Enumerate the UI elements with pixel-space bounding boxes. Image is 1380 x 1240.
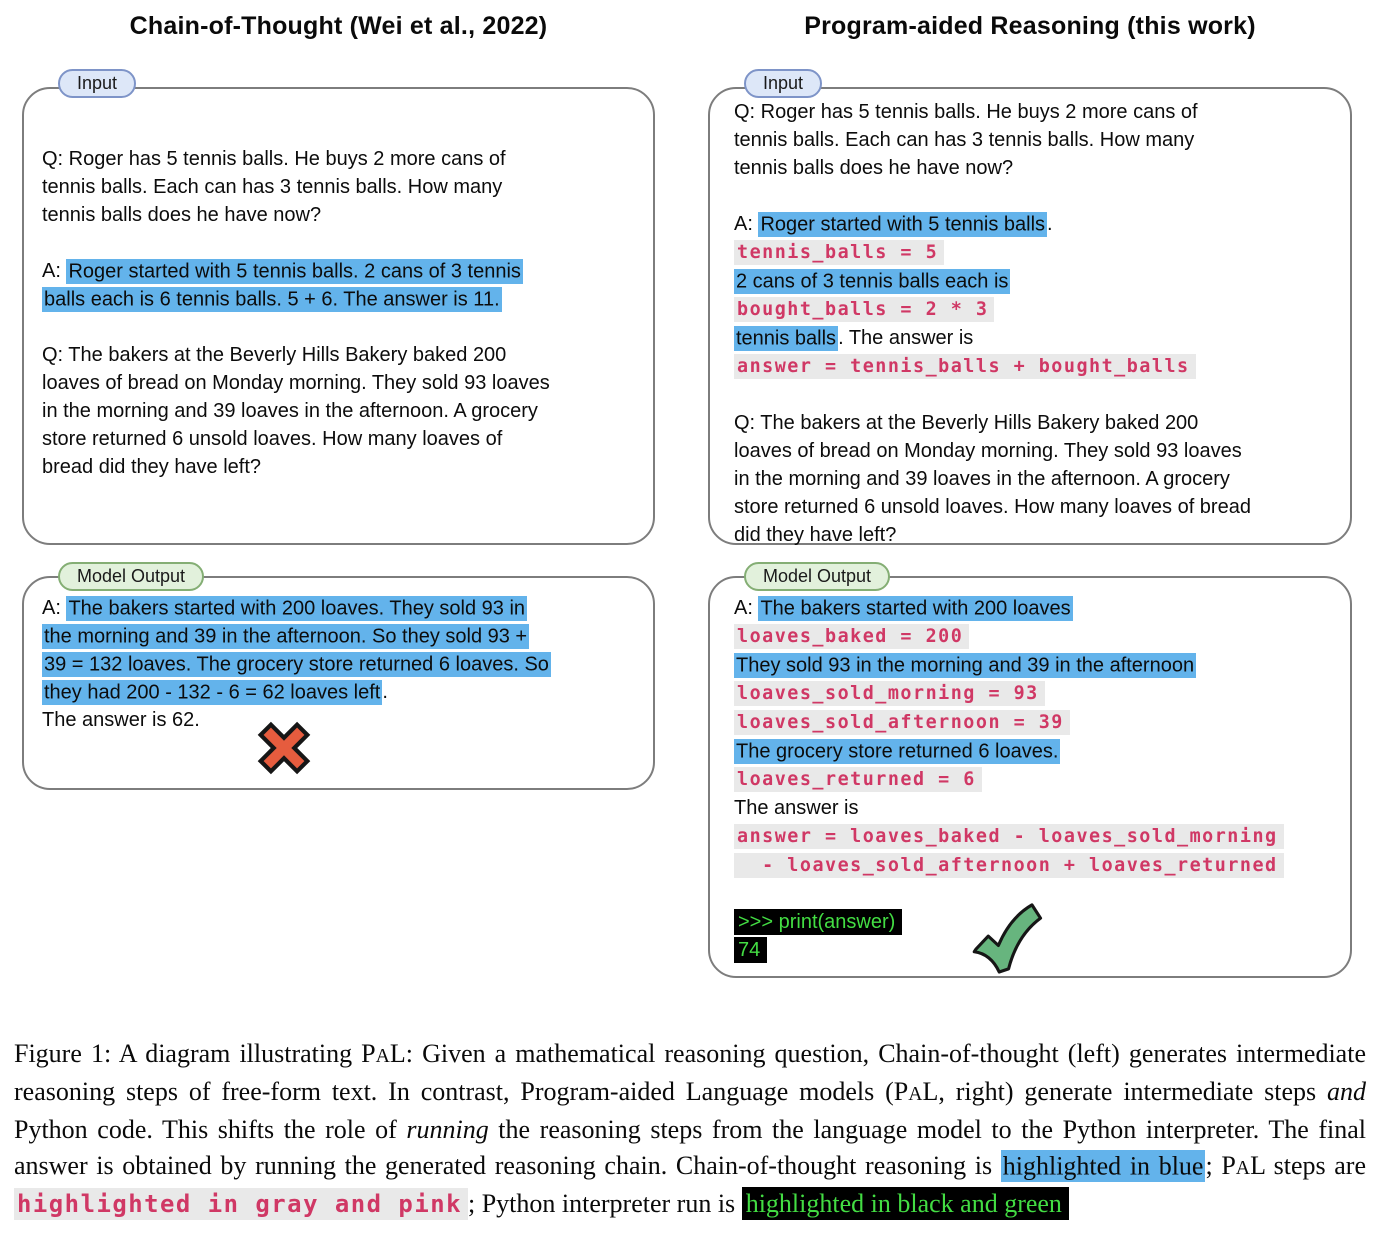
text-line <box>734 126 1336 154</box>
text-line <box>734 437 1336 465</box>
highlight-blue-segment: The bakers started with 200 loaves. They sold 93 in <box>68 597 526 619</box>
text-line <box>42 257 637 285</box>
text-line <box>42 678 637 706</box>
green-check-icon <box>968 900 1046 980</box>
text-line <box>42 650 637 678</box>
text-line <box>42 201 637 229</box>
text-line <box>42 594 637 622</box>
terminal-segment: highlighted in black and green <box>742 1187 1069 1220</box>
paragraph <box>42 257 637 313</box>
text-segment: Q: Roger has 5 tennis balls. He buys 2 more cans of <box>734 101 1198 123</box>
paragraph <box>42 341 637 481</box>
paragraph <box>42 145 637 229</box>
text-line <box>42 397 637 425</box>
text-line <box>734 708 1336 737</box>
text-line <box>734 737 1336 765</box>
text-segment: A: <box>734 597 759 619</box>
text-segment: . The answer is <box>838 327 974 349</box>
text-segment: L, right) generate intermediate steps <box>922 1077 1328 1106</box>
text-segment: The answer is 62. <box>42 709 200 731</box>
smallcap-segment: A <box>1235 1157 1251 1179</box>
figure-caption <box>14 1036 1373 1222</box>
text-segment: tennis balls. Each can has 3 tennis balls. How many <box>734 129 1195 151</box>
code-segment: bought_balls = 2 * 3 <box>734 297 994 322</box>
text-line <box>734 594 1336 622</box>
text-segment: Python code. This shifts the role of <box>14 1077 1373 1144</box>
text-line <box>734 822 1336 851</box>
highlight-blue-segment: The bakers started with 200 loaves <box>760 597 1071 619</box>
cot-input-panel <box>22 73 655 545</box>
highlight-blue-segment: 39 = 132 loaves. The grocery store returned 6 loaves. So <box>44 653 549 675</box>
code-segment: highlighted in gray and pink <box>14 1188 468 1220</box>
highlight-blue-segment: 2 cans of 3 tennis balls each is <box>736 270 1009 292</box>
text-line <box>42 622 637 650</box>
text-line <box>42 285 637 313</box>
cot-output-panel <box>22 566 655 790</box>
highlight-blue-segment: tennis balls <box>736 327 837 349</box>
text-line <box>734 154 1336 182</box>
paragraph <box>734 594 1336 880</box>
text-line <box>42 173 637 201</box>
text-line <box>734 352 1336 381</box>
paragraph <box>42 594 637 734</box>
text-line <box>734 409 1336 437</box>
text-line <box>734 651 1336 679</box>
code-segment: answer = loaves_baked - loaves_sold_morning <box>734 824 1284 849</box>
text-line <box>42 453 637 481</box>
highlight-blue-segment: Roger started with 5 tennis balls <box>760 213 1046 235</box>
text-line <box>734 622 1336 651</box>
text-line <box>734 324 1336 352</box>
text-segment: tennis balls. Each can has 3 tennis balls. How many <box>42 176 503 198</box>
paragraph <box>14 1036 1373 1222</box>
text-segment: in the morning and 39 loaves in the afternoon. A grocery <box>734 468 1230 490</box>
code-segment: answer = tennis_balls + bought_balls <box>734 354 1196 379</box>
text-segment: the reasoning steps from the language model to the Python interpreter. The final answer is obtained by running the generated reasoning chain. Chain-of-thought reasoning is <box>14 1115 1373 1180</box>
text-segment: tennis balls does he have now? <box>734 157 1014 179</box>
text-segment: L: Given a mathematical reasoning question, Chain-of-thought (left) generates intermediate reasoning steps of free-form text. In contrast, Program-aided Language models (P <box>14 1039 1373 1106</box>
text-segment: store returned 6 unsold loaves. How many loaves of <box>42 428 503 450</box>
pal-output-panel <box>708 566 1352 978</box>
terminal-segment: 74 <box>734 937 767 963</box>
text-segment: tennis balls does he have now? <box>42 204 322 226</box>
text-segment: loaves of bread on Monday morning. They sold 93 loaves <box>734 440 1242 462</box>
highlight-blue-segment: the morning and 39 in the afternoon. So they sold 93 + <box>44 625 528 647</box>
highlight-blue-segment: Roger started with 5 tennis balls. 2 cans of 3 tennis <box>68 260 521 282</box>
highlight-blue-segment: highlighted in blue <box>1002 1151 1204 1180</box>
paragraph <box>734 98 1336 182</box>
text-segment: L steps are <box>1250 1151 1373 1180</box>
text-segment: Q: Roger has 5 tennis balls. He buys 2 more cans of <box>42 148 506 170</box>
highlight-blue-segment: balls each is 6 tennis balls. 5 + 6. The answer is 11. <box>44 288 500 310</box>
code-segment: loaves_baked = 200 <box>734 624 969 649</box>
text-segment: The answer is <box>734 797 859 819</box>
cot-output-badge: Model Output <box>58 562 204 591</box>
highlight-blue-segment: The grocery store returned 6 loaves. <box>736 740 1059 762</box>
red-cross-icon <box>256 720 312 776</box>
text-segment: loaves of bread on Monday morning. They sold 93 loaves <box>42 372 550 394</box>
text-line <box>734 679 1336 708</box>
text-line <box>734 465 1336 493</box>
code-segment: tennis_balls = 5 <box>734 240 944 265</box>
code-segment: loaves_sold_afternoon = 39 <box>734 710 1070 735</box>
pal-input-panel <box>708 73 1352 546</box>
pal-output-badge: Model Output <box>744 562 890 591</box>
text-segment: bread did they have left? <box>42 456 262 478</box>
text-line <box>734 794 1336 822</box>
text-line <box>734 295 1336 324</box>
text-line <box>734 98 1336 126</box>
text-line <box>42 341 637 369</box>
text-line <box>734 765 1336 794</box>
text-line <box>42 706 637 734</box>
text-line <box>734 238 1336 267</box>
text-segment: in the morning and 39 loaves in the afternoon. A grocery <box>42 400 538 422</box>
text-segment: store returned 6 unsold loaves. How many loaves of bread <box>734 496 1251 518</box>
paragraph <box>734 409 1336 549</box>
right-column-title: Program-aided Reasoning (this work) <box>804 12 1256 40</box>
text-line <box>734 267 1336 295</box>
cot-input-badge: Input <box>58 69 136 98</box>
text-segment: ; Python interpreter run is <box>468 1189 742 1218</box>
text-line <box>42 369 637 397</box>
pal-input-badge: Input <box>744 69 822 98</box>
italic-segment: running <box>406 1115 489 1144</box>
text-segment: ; P <box>1205 1151 1236 1180</box>
text-line <box>734 493 1336 521</box>
italic-segment: and <box>1327 1077 1367 1106</box>
text-segment: . <box>382 681 388 703</box>
cot-output-text <box>24 578 653 734</box>
text-line <box>734 210 1336 238</box>
smallcap-segment: A <box>375 1045 390 1067</box>
text-segment: A: <box>42 260 67 282</box>
highlight-blue-segment: they had 200 - 132 - 6 = 62 loaves left <box>44 681 381 703</box>
text-line <box>42 145 637 173</box>
text-segment: A: <box>734 213 759 235</box>
code-segment: - loaves_sold_afternoon + loaves_returned <box>734 853 1284 878</box>
text-segment: Q: The bakers at the Beverly Hills Bakery baked 200 <box>734 412 1199 434</box>
highlight-blue-segment: They sold 93 in the morning and 39 in the afternoon <box>736 654 1195 676</box>
code-segment: loaves_sold_morning = 93 <box>734 681 1045 706</box>
pal-input-text <box>710 89 1350 549</box>
text-segment: Q: The bakers at the Beverly Hills Bakery baked 200 <box>42 344 507 366</box>
paragraph <box>734 210 1336 381</box>
text-line <box>734 851 1336 880</box>
terminal-segment: >>> print(answer) <box>734 909 902 935</box>
text-segment: Figure 1: A diagram illustrating P <box>14 1039 376 1068</box>
text-segment: A: <box>42 597 67 619</box>
smallcap-segment: A <box>908 1083 923 1105</box>
left-column-title: Chain-of-Thought (Wei et al., 2022) <box>129 12 548 40</box>
text-segment: . <box>1047 213 1053 235</box>
text-segment: did they have left? <box>734 524 897 546</box>
code-segment: loaves_returned = 6 <box>734 767 982 792</box>
text-line <box>42 425 637 453</box>
cot-input-text <box>24 89 653 481</box>
text-line <box>734 521 1336 549</box>
